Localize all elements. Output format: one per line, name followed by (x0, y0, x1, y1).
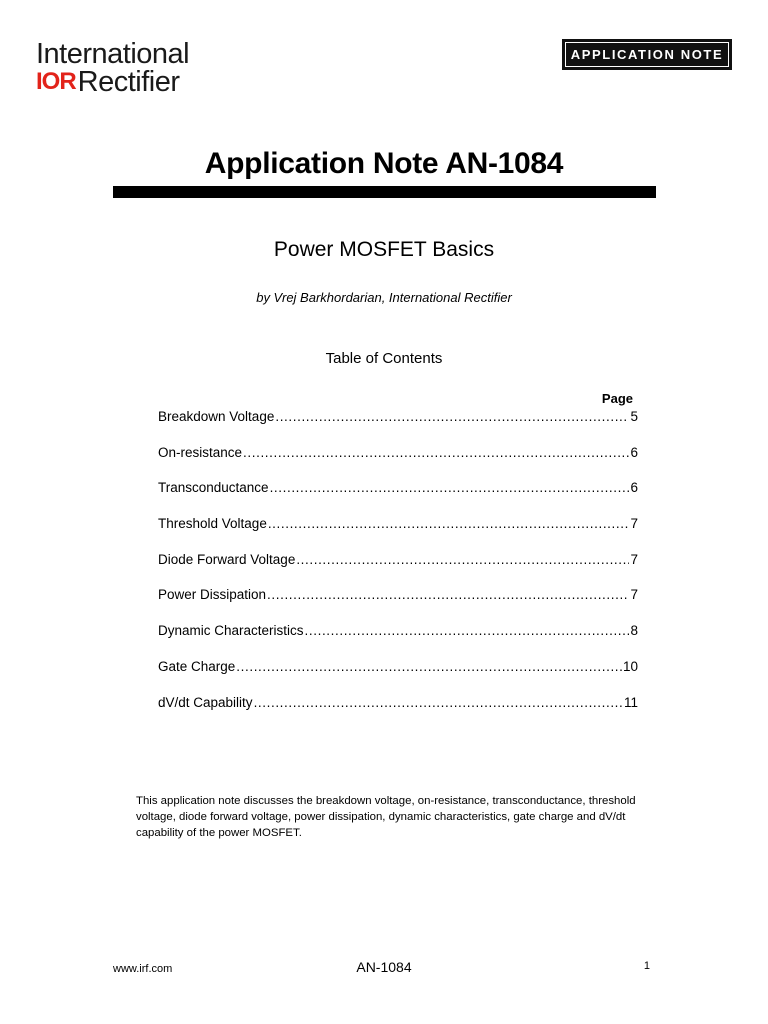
toc-entry[interactable] (158, 657, 638, 693)
footer-document-number: AN-1084 (356, 959, 412, 975)
toc-entry[interactable] (158, 621, 638, 657)
toc-entry-page[interactable]: 7 (630, 587, 638, 603)
toc-entry-label[interactable]: Diode Forward Voltage (158, 551, 296, 567)
toc-entry[interactable] (158, 585, 638, 621)
badge-label: APPLICATION NOTE (570, 47, 724, 62)
toc-entry-label[interactable]: Threshold Voltage (158, 516, 267, 532)
toc-leader-dots (305, 621, 630, 641)
toc-entry[interactable] (158, 550, 638, 586)
toc-entry-page[interactable]: 6 (630, 480, 638, 496)
toc-entry-page[interactable]: 7 (630, 551, 638, 567)
toc-entry-page[interactable]: 6 (630, 444, 638, 460)
toc-entry[interactable] (158, 407, 638, 443)
toc-entry[interactable] (158, 693, 638, 729)
toc-entry-page[interactable]: 8 (630, 623, 638, 639)
toc-entry-label[interactable]: Gate Charge (158, 658, 236, 674)
toc-entry-label[interactable]: Breakdown Voltage (158, 409, 275, 424)
footer-page-number: 1 (643, 960, 650, 972)
toc-entry-page[interactable]: 11 (623, 694, 638, 710)
toc-page-column-label: Page (601, 391, 633, 406)
toc-entry-page[interactable]: 7 (630, 516, 638, 532)
company-logo (36, 38, 190, 98)
toc-leader-dots (296, 550, 629, 570)
toc-entry-label[interactable]: dV/dt Capability (158, 694, 253, 710)
toc-entry-label[interactable]: Transconductance (158, 480, 269, 496)
toc-leader-dots (267, 585, 629, 605)
toc-leader-dots (254, 693, 623, 713)
toc-leader-dots (268, 514, 630, 534)
toc-heading: Table of Contents (325, 350, 443, 367)
application-note-badge (562, 39, 732, 70)
author-line: by Vrej Barkhordarian, International Rectifier (256, 290, 512, 305)
toc-entry-label[interactable]: Dynamic Characteristics (158, 623, 304, 639)
toc-entry-label[interactable]: On-resistance (158, 444, 243, 460)
document-title: Application Note AN-1084 (204, 147, 564, 180)
title-rule (113, 186, 656, 198)
toc-entry[interactable] (158, 443, 638, 479)
toc-entry[interactable] (158, 514, 638, 550)
document-subtitle: Power MOSFET Basics (273, 238, 495, 261)
ior-logo-mark: IOR (36, 68, 76, 95)
footer-website-link[interactable]: www.irf.com (113, 963, 173, 975)
toc-leader-dots (236, 657, 622, 677)
toc-entry-page[interactable]: 10 (622, 658, 638, 674)
toc-entry[interactable] (158, 478, 638, 514)
toc-leader-dots (270, 478, 630, 498)
logo-row (36, 68, 186, 96)
abstract-paragraph: This application note discusses the breakdown voltage, on-resistance, transconductance, threshold voltage, diode forward voltage, power dissipation, dynamic characteristics, gate charge and dV/dt capability of the power MOSFET. (136, 795, 636, 840)
logo-text-rectifier: Rectifier (77, 66, 180, 98)
toc-leader-dots (243, 443, 629, 463)
toc-leader-dots (275, 407, 629, 427)
toc-entry-page[interactable]: 5 (630, 409, 638, 424)
logo-text-international: International (36, 38, 190, 70)
table-of-contents (158, 407, 638, 728)
toc-entry-label[interactable]: Power Dissipation (158, 587, 267, 603)
